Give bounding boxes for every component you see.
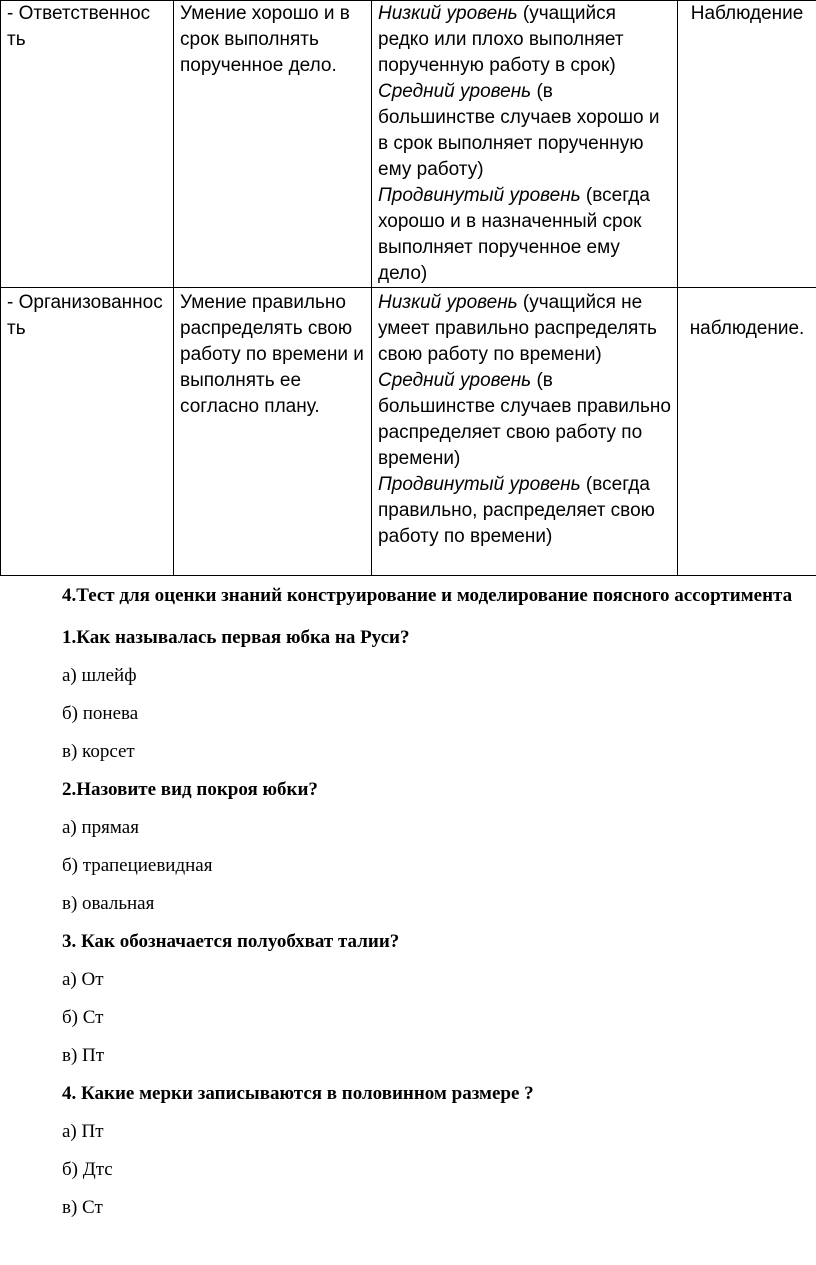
description-cell	[174, 288, 372, 576]
level-name: Средний уровень	[378, 370, 532, 391]
level-mid	[378, 79, 671, 183]
method-cell	[678, 288, 816, 576]
level-text: (учащийся не умеет правильно распределять свою работу по времени)	[378, 292, 657, 365]
table-row	[1, 1, 816, 288]
level-text: (учащийся редко или плохо выполняет порученную работу в срок)	[378, 3, 624, 76]
level-mid	[378, 368, 671, 472]
answer-option: а) Пт	[62, 1121, 104, 1142]
method-text: Наблюдение	[690, 3, 804, 24]
description-text: Умение правильно распределять свою работу по времени и выполнять ее согласно плану.	[180, 292, 364, 417]
criteria-table	[0, 0, 816, 576]
level-high	[378, 472, 671, 550]
level-text: (в большинстве случаев хорошо и в срок выполняет порученную ему работу)	[378, 81, 660, 180]
description-cell	[174, 1, 372, 288]
table-row	[1, 288, 816, 576]
level-name: Средний уровень	[378, 81, 532, 102]
levels-cell	[372, 288, 678, 576]
level-text: (всегда хорошо и в назначенный срок выполняет порученное ему дело)	[378, 185, 650, 284]
level-name: Продвинутый уровень	[378, 474, 581, 495]
level-low	[378, 1, 671, 79]
question-3: 3. Как обозначается полуобхват талии?	[62, 931, 400, 952]
answer-option: в) корсет	[62, 741, 135, 762]
answer-option: б) понева	[62, 703, 139, 724]
criterion-cell	[1, 1, 174, 288]
criterion-text: - Ответственность	[7, 3, 151, 50]
answer-option: б) трапециевидная	[62, 855, 213, 876]
criterion-cell	[1, 288, 174, 576]
level-low	[378, 290, 671, 368]
criterion-text: - Организованность	[7, 292, 163, 339]
method-cell	[678, 1, 816, 288]
answer-option: в) овальная	[62, 893, 155, 914]
answer-option: в) Ст	[62, 1197, 103, 1218]
answer-option: б) Дтс	[62, 1159, 113, 1180]
level-name: Низкий уровень	[378, 292, 518, 313]
question-2: 2.Назовите вид покроя юбки?	[62, 779, 318, 800]
answer-option: а) шлейф	[62, 665, 137, 686]
question-4: 4. Какие мерки записываются в половинном размере ?	[62, 1083, 534, 1104]
level-text: (всегда правильно, распределяет свою работу по времени)	[378, 474, 655, 547]
method-text: наблюдение.	[689, 318, 805, 339]
level-name: Продвинутый уровень	[378, 185, 581, 206]
level-text: (в большинстве случаев правильно распределяет свою работу по времени)	[378, 370, 671, 469]
level-high	[378, 183, 671, 287]
description-text: Умение хорошо и в срок выполнять порученное дело.	[180, 3, 350, 76]
answer-option: а) От	[62, 969, 104, 990]
test-section	[0, 580, 816, 1220]
answer-option: в) Пт	[62, 1045, 105, 1066]
test-title: 4.Тест для оценки знаний конструирование и моделирование поясного ассортимента	[62, 585, 793, 606]
answer-option: а) прямая	[62, 817, 139, 838]
answer-option: б) Ст	[62, 1007, 104, 1028]
levels-cell	[372, 1, 678, 288]
question-1: 1.Как называлась первая юбка на Руси?	[62, 627, 410, 648]
level-name: Низкий уровень	[378, 3, 518, 24]
